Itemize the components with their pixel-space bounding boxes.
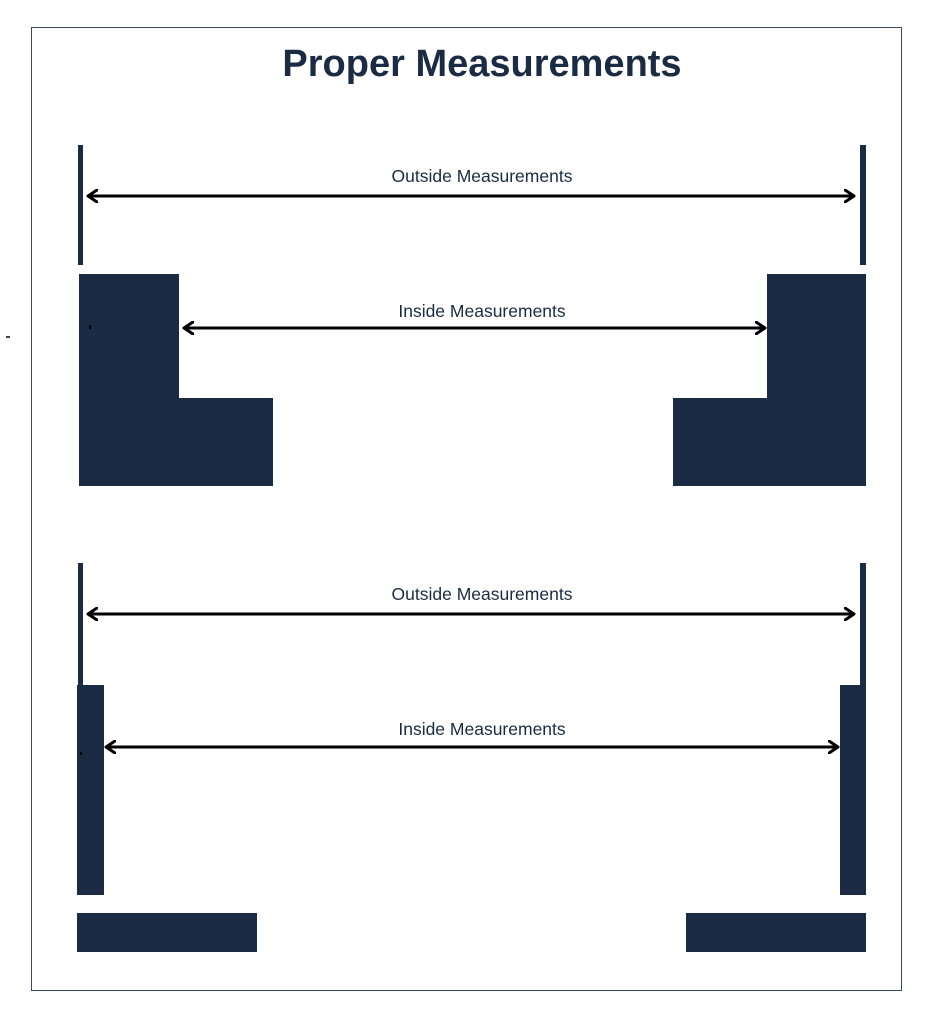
- right-side-bar: [840, 685, 866, 895]
- outside-post-left: [78, 563, 83, 685]
- tick-mark: [80, 752, 82, 755]
- page-title: Proper Measurements: [282, 43, 682, 85]
- outside-post-left: [78, 145, 83, 265]
- bottom-block-left: [77, 913, 257, 952]
- outside-measurement-label: Outside Measurements: [391, 584, 573, 604]
- outside-post-right: [860, 563, 866, 685]
- left-side-bar: [77, 685, 104, 895]
- diagram-1: [78, 145, 866, 486]
- inside-measurement-label: Inside Measurements: [398, 719, 566, 739]
- tick-mark: [89, 325, 91, 329]
- outside-post-right: [860, 145, 866, 265]
- left-frame-profile: [79, 274, 273, 486]
- inside-measurement-label: Inside Measurements: [398, 301, 566, 321]
- right-frame-profile: [673, 274, 866, 486]
- bottom-block-right: [686, 913, 866, 952]
- outside-measurement-label: Outside Measurements: [391, 166, 573, 186]
- diagram-2: [77, 563, 866, 952]
